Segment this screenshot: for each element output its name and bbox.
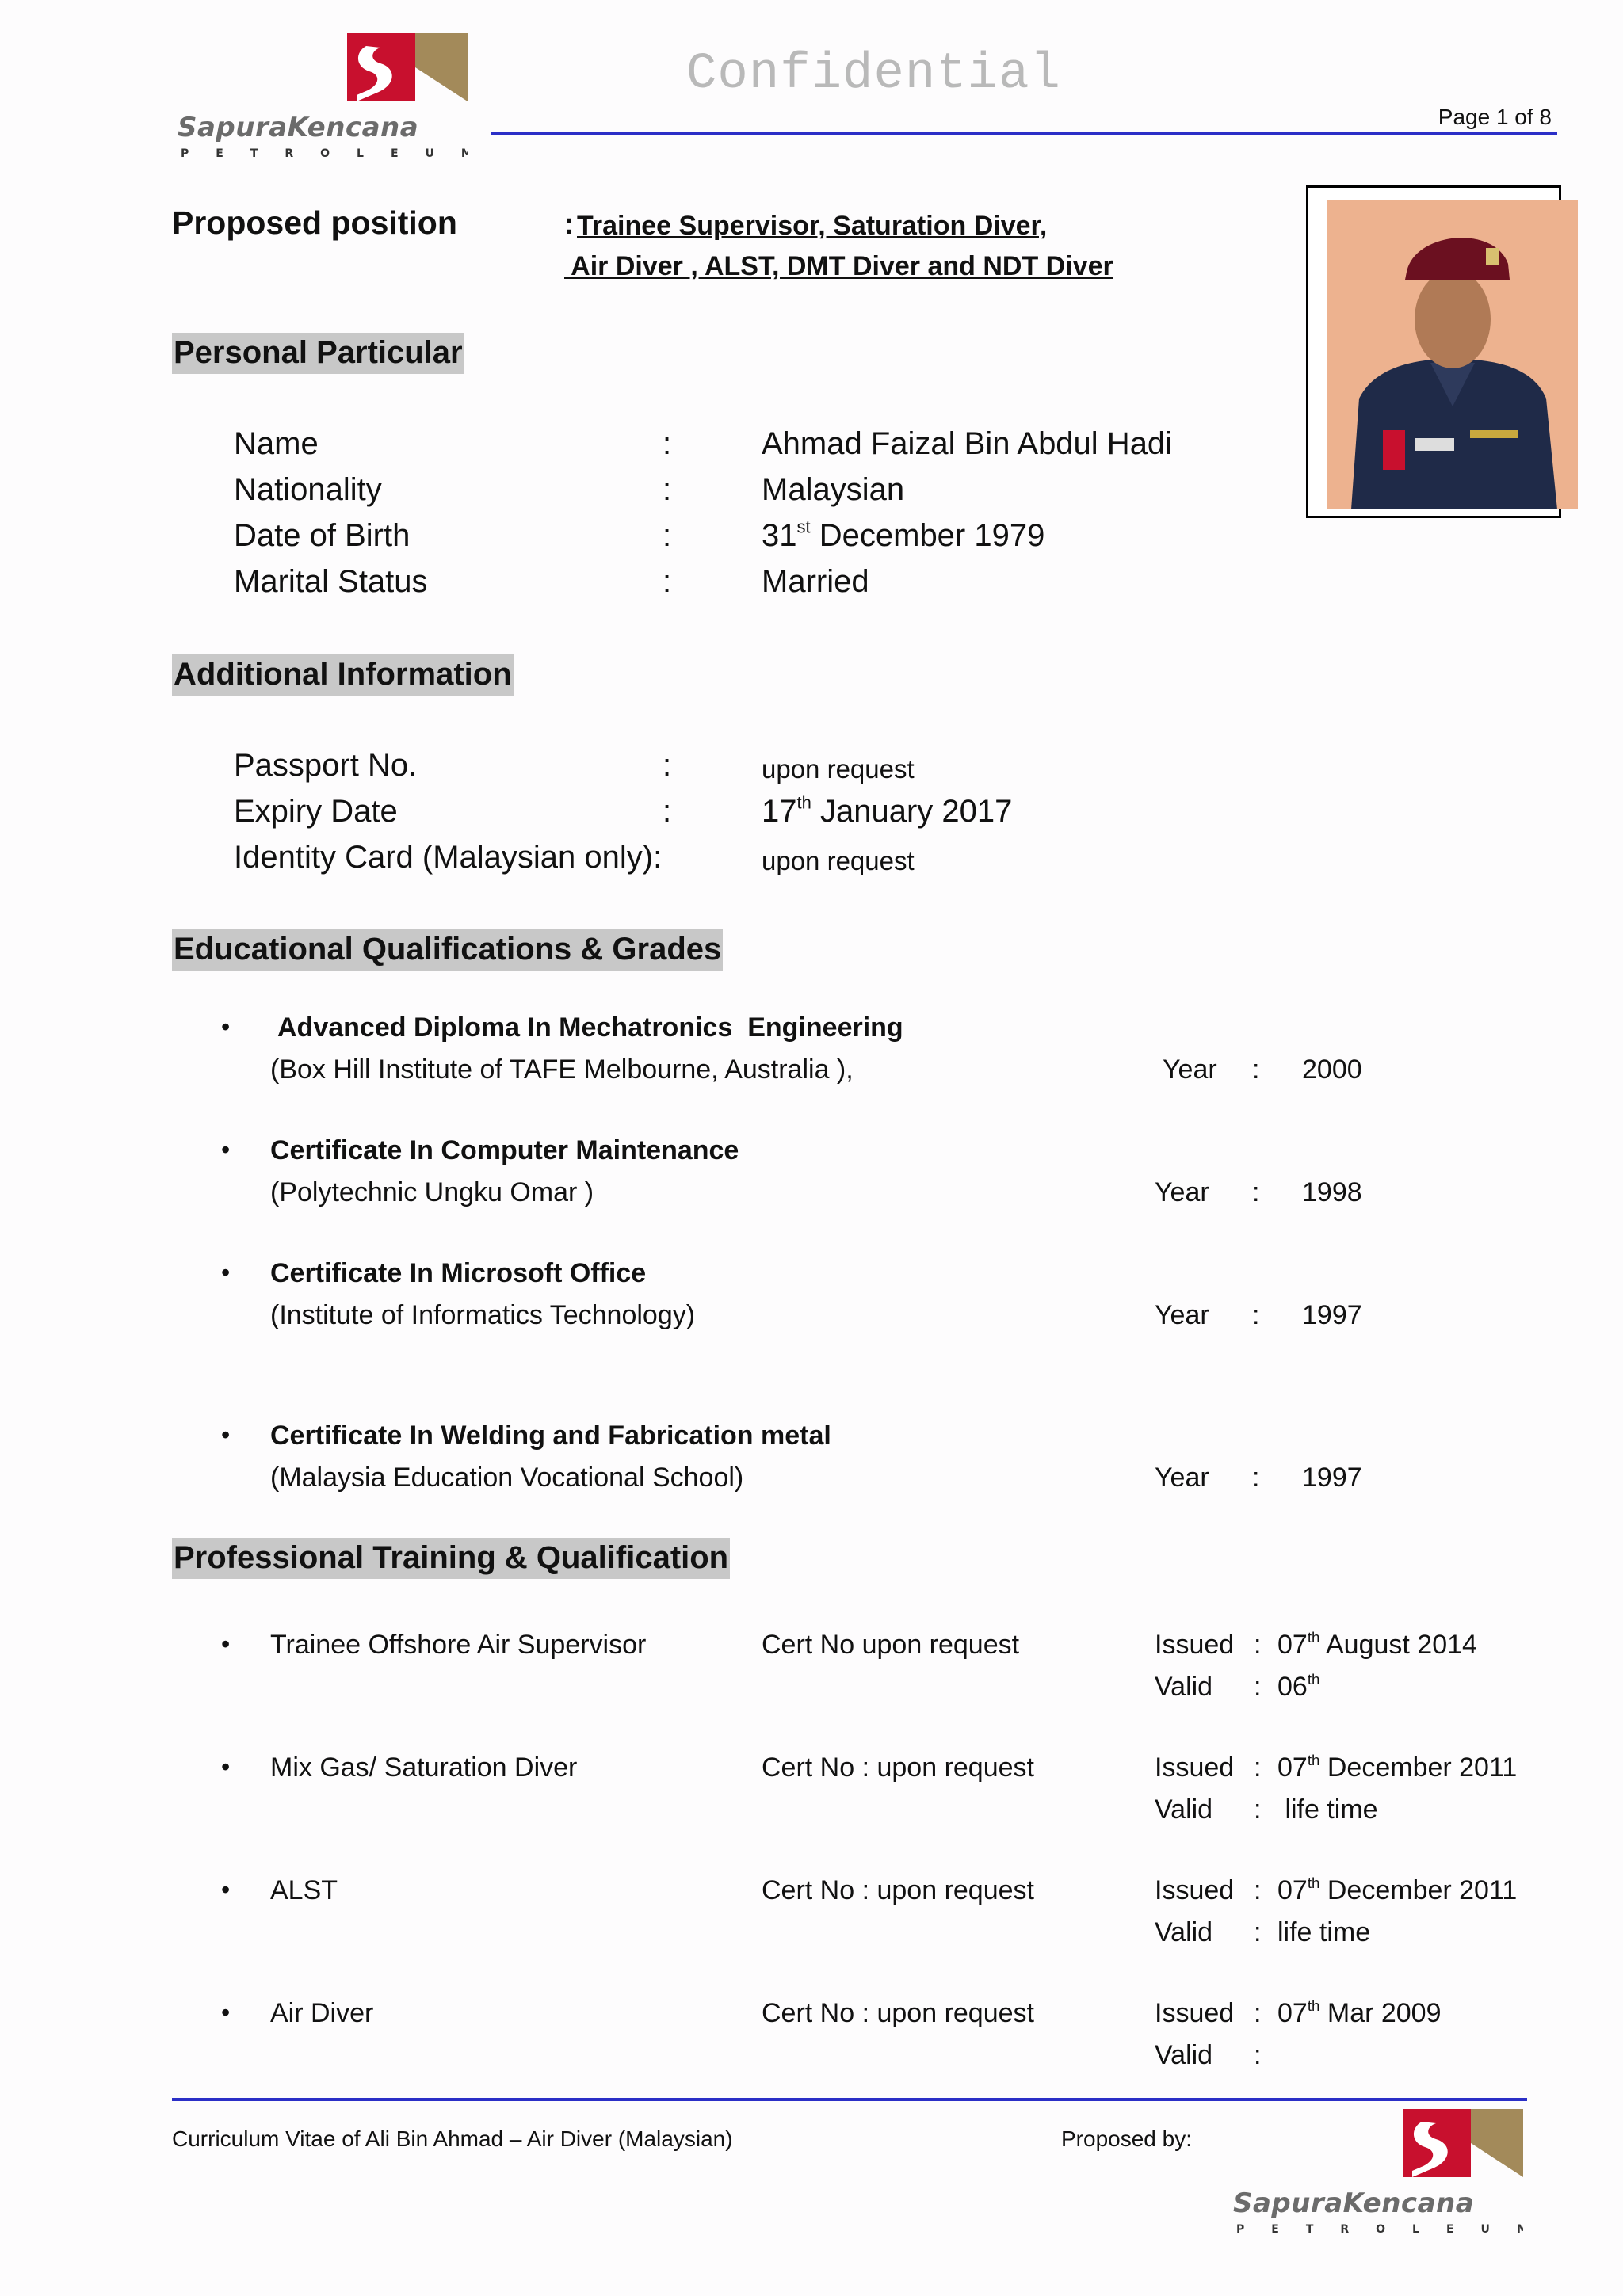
section-heading-training: Professional Training & Qualification xyxy=(172,1538,730,1579)
bullet: • xyxy=(221,1258,231,1287)
training-cert: Cert No : upon request xyxy=(762,1998,1034,2028)
section-heading-education: Educational Qualifications & Grades xyxy=(172,929,723,971)
bullet: • xyxy=(221,1135,231,1164)
svg-text:SapuraKencana: SapuraKencana xyxy=(1233,2187,1475,2219)
education-title: Certificate In Computer Maintenance xyxy=(270,1135,739,1165)
svg-text:PETROLEUM: PETROLEUM xyxy=(181,147,468,160)
training-cert: Cert No : upon request xyxy=(762,1753,1034,1783)
issued-label: Issued xyxy=(1155,1753,1235,1783)
valid-label: Valid xyxy=(1155,1917,1213,1947)
svg-text:SapuraKencana: SapuraKencana xyxy=(178,112,419,143)
colon: : xyxy=(1252,1300,1260,1330)
issued-label: Issued xyxy=(1155,1998,1235,2028)
bullet: • xyxy=(221,1998,231,2027)
training-name: Trainee Offshore Air Supervisor xyxy=(270,1630,647,1660)
identity-card-label: Identity Card (Malaysian only): xyxy=(234,840,663,875)
proposed-position-line-1: Trainee Supervisor, Saturation Diver, xyxy=(577,211,1048,241)
expiry-value: 17th January 2017 xyxy=(762,792,1013,829)
colon: : xyxy=(1254,1875,1262,1905)
footer-company-logo xyxy=(1228,2104,1523,2239)
colon: : xyxy=(1254,1917,1262,1947)
marital-status-label: Marital Status xyxy=(234,564,428,599)
nationality-label: Nationality xyxy=(234,472,382,507)
marital-status-value: Married xyxy=(762,564,869,599)
colon: : xyxy=(1254,1672,1262,1702)
year-label: Year xyxy=(1155,1463,1209,1493)
profile-photo xyxy=(1327,200,1578,509)
issued-label: Issued xyxy=(1155,1630,1235,1660)
bullet: • xyxy=(221,1013,231,1041)
section-heading-additional: Additional Information xyxy=(172,654,514,696)
training-cert: Cert No upon request xyxy=(762,1630,1020,1660)
colon: : xyxy=(1254,1753,1262,1783)
header-divider xyxy=(491,132,1557,135)
education-title: Certificate In Microsoft Office xyxy=(270,1258,647,1288)
valid-date: life time xyxy=(1277,1794,1378,1825)
page-number: Page 1 of 8 xyxy=(1438,105,1552,129)
colon: : xyxy=(663,518,672,553)
colon: : xyxy=(1254,1794,1262,1825)
valid-label: Valid xyxy=(1155,2040,1213,2070)
bullet: • xyxy=(221,1753,231,1781)
section-heading-personal: Personal Particular xyxy=(172,333,464,374)
education-year: 1998 xyxy=(1302,1177,1362,1207)
dob-value: 31st December 1979 xyxy=(762,517,1045,553)
training-name: Mix Gas/ Saturation Diver xyxy=(270,1753,578,1783)
issued-date: 07th December 2011 xyxy=(1277,1874,1518,1905)
identity-card-value: upon request xyxy=(762,846,915,875)
colon: : xyxy=(1254,2040,1262,2070)
education-institution: (Malaysia Education Vocational School) xyxy=(270,1463,744,1493)
proposed-position-label: Proposed position xyxy=(172,204,457,241)
valid-label: Valid xyxy=(1155,1672,1213,1702)
colon: : xyxy=(1252,1177,1260,1207)
education-year: 1997 xyxy=(1302,1300,1362,1330)
svg-text:PETROLEUM: PETROLEUM xyxy=(1236,2223,1523,2236)
expiry-label: Expiry Date xyxy=(234,794,398,829)
training-name: Air Diver xyxy=(270,1998,374,2028)
name-value: Ahmad Faizal Bin Abdul Hadi xyxy=(762,426,1173,461)
colon: : xyxy=(663,472,672,507)
colon: : xyxy=(1254,1630,1262,1660)
colon: : xyxy=(663,794,672,829)
nationality-value: Malaysian xyxy=(762,472,905,507)
training-name: ALST xyxy=(270,1875,338,1905)
bullet: • xyxy=(221,1875,231,1904)
footer-cv-text: Curriculum Vitae of Ali Bin Ahmad – Air Diver (Malaysian) xyxy=(172,2126,733,2151)
footer-proposed-by: Proposed by: xyxy=(1061,2126,1192,2151)
issued-date: 07th December 2011 xyxy=(1277,1751,1518,1783)
valid-label: Valid xyxy=(1155,1794,1213,1825)
colon: : xyxy=(1252,1463,1260,1493)
valid-date: life time xyxy=(1277,1917,1371,1947)
colon: : xyxy=(1252,1055,1260,1085)
company-logo xyxy=(173,29,468,163)
valid-date: 06th xyxy=(1277,1670,1320,1702)
year-label: Year xyxy=(1163,1055,1217,1085)
year-label: Year xyxy=(1155,1177,1209,1207)
colon: : xyxy=(1254,1998,1262,2028)
colon: : xyxy=(663,426,672,461)
passport-label: Passport No. xyxy=(234,748,418,783)
proposed-position-line-2: Air Diver , ALST, DMT Diver and NDT Diver xyxy=(564,251,1113,281)
footer-divider xyxy=(172,2098,1527,2101)
education-title: Advanced Diploma In Mechatronics Engineering xyxy=(277,1013,903,1043)
education-year: 2000 xyxy=(1302,1055,1362,1085)
education-institution: (Institute of Informatics Technology) xyxy=(270,1300,696,1330)
year-label: Year xyxy=(1155,1300,1209,1330)
issued-date: 07th August 2014 xyxy=(1277,1628,1477,1660)
education-year: 1997 xyxy=(1302,1463,1362,1493)
confidential-label: Confidential xyxy=(686,46,1061,103)
issued-date: 07th Mar 2009 xyxy=(1277,1997,1442,2028)
passport-value: upon request xyxy=(762,754,915,784)
education-institution: (Polytechnic Ungku Omar ) xyxy=(270,1177,594,1207)
training-cert: Cert No : upon request xyxy=(762,1875,1034,1905)
name-label: Name xyxy=(234,426,319,461)
dob-label: Date of Birth xyxy=(234,518,411,553)
bullet: • xyxy=(221,1421,231,1449)
education-institution: (Box Hill Institute of TAFE Melbourne, Australia ), xyxy=(270,1055,854,1085)
bullet: • xyxy=(221,1630,231,1658)
profile-photo-frame xyxy=(1306,185,1561,518)
issued-label: Issued xyxy=(1155,1875,1235,1905)
colon: : xyxy=(663,748,672,783)
colon: : xyxy=(663,564,672,599)
proposed-colon: : xyxy=(564,208,575,241)
education-title: Certificate In Welding and Fabrication metal xyxy=(270,1421,831,1451)
